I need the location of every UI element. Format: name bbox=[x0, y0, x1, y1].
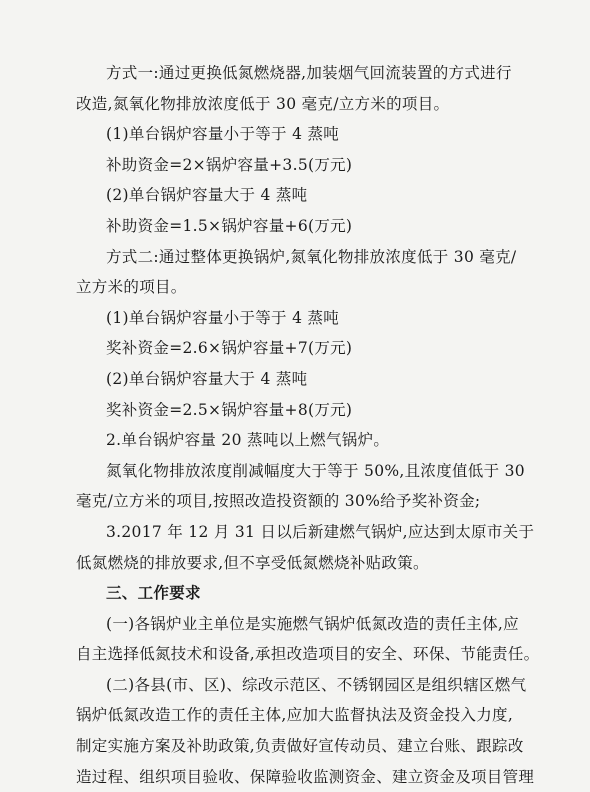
text-line-1: 方式一:通过更换低氮燃烧器,加装烟气回流装置的方式进行 bbox=[106, 64, 512, 82]
text-line-19: (一)各锅炉业主单位是实施燃气锅炉低氮改造的责任主体,应 bbox=[106, 614, 519, 633]
text-line-8: 立方米的项目。 bbox=[76, 278, 187, 297]
text-line-10: 奖补资金=2.6×锅炉容量+7(万元) bbox=[106, 339, 353, 358]
text-line-7: 方式二:通过整体更换锅炉,氮氧化物排放浓度低于 30 毫克/ bbox=[106, 247, 517, 266]
text-line-16: 3.2017 年 12 月 31 日以后新建燃气锅炉,应达到太原市关于 bbox=[106, 522, 535, 541]
text-line-20: 自主选择低氮技术和设备,承担改造项目的安全、环保、节能责任。 bbox=[76, 645, 540, 664]
text-line-2: 改造,氮氧化物排放浓度低于 30 毫克/立方米的项目。 bbox=[76, 94, 450, 113]
text-line-23: 制定实施方案及补助政策,负责做好宣传动员、建立台账、跟踪改 bbox=[76, 737, 524, 756]
text-line-5: (2)单台锅炉容量大于 4 蒸吨 bbox=[106, 186, 308, 205]
text-line-17: 低氮燃烧的排放要求,但不享受低氮燃烧补贴政策。 bbox=[76, 553, 429, 572]
text-line-11: (2)单台锅炉容量大于 4 蒸吨 bbox=[106, 369, 308, 388]
text-line-9: (1)单台锅炉容量小于等于 4 蒸吨 bbox=[106, 308, 340, 327]
text-line-14: 氮氧化物排放浓度削减幅度大于等于 50%,且浓度值低于 30 bbox=[106, 461, 525, 480]
text-line-24: 造过程、组织项目验收、保障验收监测资金、建立资金及项目管理 bbox=[76, 767, 535, 786]
section-heading: 三、工作要求 bbox=[106, 583, 201, 603]
text-line-15: 毫克/立方米的项目,按照改造投资额的 30%给予奖补资金; bbox=[76, 492, 481, 511]
text-line-13: 2.单台锅炉容量 20 蒸吨以上燃气锅炉。 bbox=[106, 431, 390, 450]
text-line-4: 补助资金=2×锅炉容量+3.5(万元) bbox=[106, 155, 353, 174]
text-line-12: 奖补资金=2.5×锅炉容量+8(万元) bbox=[106, 400, 353, 419]
text-line-21: (二)各县(市、区)、综改示范区、不锈钢园区是组织辖区燃气 bbox=[106, 675, 527, 694]
text-line-22: 锅炉低氮改造工作的责任主体,应加大监督执法及资金投入力度, bbox=[76, 706, 514, 725]
text-line-3: (1)单台锅炉容量小于等于 4 蒸吨 bbox=[106, 125, 340, 144]
text-line-6: 补助资金=1.5×锅炉容量+6(万元) bbox=[106, 216, 353, 235]
